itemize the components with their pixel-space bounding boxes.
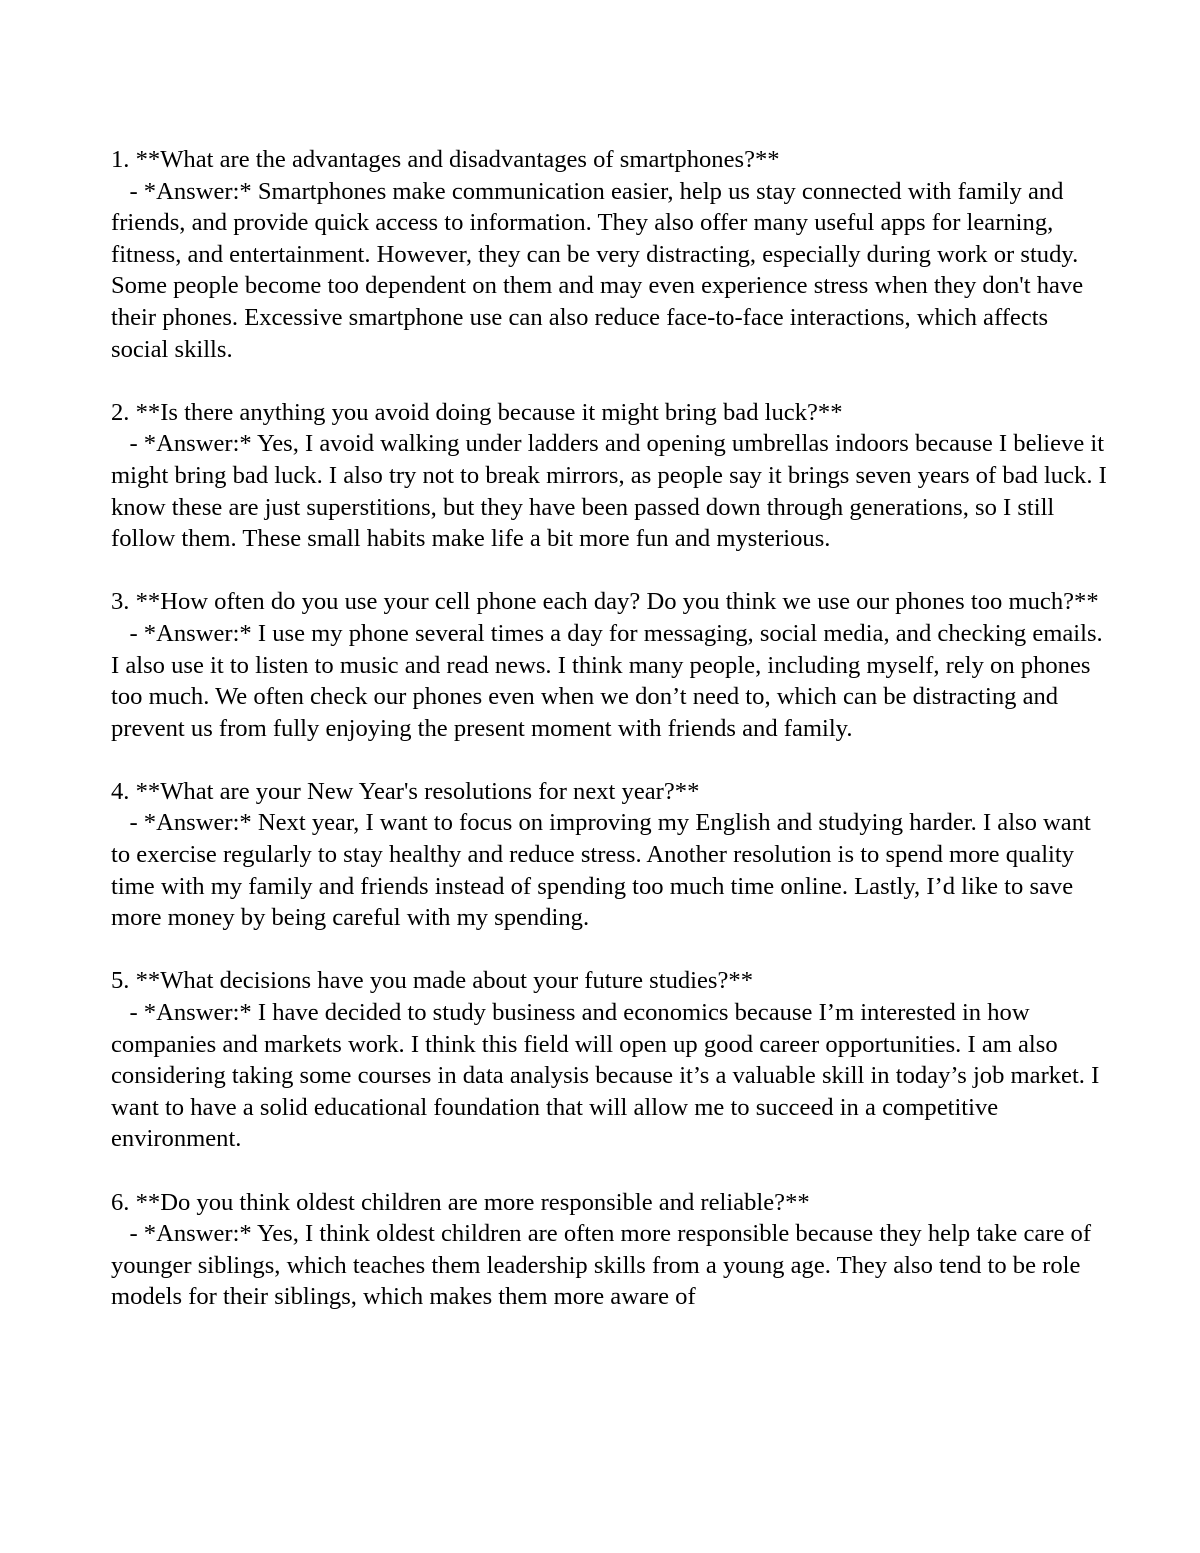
question-2: 2. **Is there anything you avoid doing because it might bring bad luck?** (111, 398, 843, 426)
qa-item-6 (111, 1187, 1111, 1313)
answer-2: - *Answer:* Yes, I avoid walking under ladders and opening umbrellas indoors because I believe it might bring bad luck. I also try not to break mirrors, as people say it brings seven years of bad luck. I know these are just superstitions, but they have been passed down through generations, so I still follow them. These small habits make life a bit more fun and mysterious. (111, 430, 1113, 553)
answer-1: - *Answer:* Smartphones make communication easier, help us stay connected with family and friends, and provide quick access to information. They also offer many useful apps for learning, fitness, and entertainment. However, they can be very distracting, especially during work or study. Some people become too dependent on them and may even experience stress when they don't have their phones. Excessive smartphone use can also reduce face-to-face interactions, which affects social skills. (111, 177, 1090, 363)
question-3: 3. **How often do you use your cell phone each day? Do you think we use our phones too much?** (111, 588, 1099, 616)
question-5: 5. **What decisions have you made about your future studies?** (111, 967, 754, 995)
question-6: 6. **Do you think oldest children are more responsible and reliable?** (111, 1188, 810, 1216)
qa-item-2 (111, 397, 1111, 555)
qa-item-5 (111, 965, 1111, 1155)
answer-4: - *Answer:* Next year, I want to focus on improving my English and studying harder. I also want to exercise regularly to stay healthy and reduce stress. Another resolution is to spend more quality time with my family and friends instead of spending too much time online. Lastly, I’d like to save more money by being careful with my spending. (111, 809, 1098, 932)
answer-6: - *Answer:* Yes, I think oldest children are often more responsible because they help take care of younger siblings, which teaches them leadership skills from a young age. They also tend to be role models for their siblings, which makes them more aware of (111, 1220, 1098, 1311)
answer-5: - *Answer:* I have decided to study business and economics because I’m interested in how companies and markets work. I think this field will open up good career opportunities. I am also considering taking some courses in data analysis because it’s a valuable skill in today’s job market. I want to have a solid educational foundation that will allow me to succeed in a competitive environment. (111, 999, 1106, 1153)
question-1: 1. **What are the advantages and disadvantages of smartphones?** (111, 146, 780, 173)
document-page (111, 144, 1111, 1345)
answer-3: - *Answer:* I use my phone several times a day for messaging, social media, and checking emails. I also use it to listen to music and read news. I think many people, including myself, rely on phones too much. We often check our phones even when we don’t need to, which can be distracting and prevent us from fully enjoying the present moment with friends and family. (111, 619, 1109, 742)
qa-item-3 (111, 586, 1111, 744)
question-4: 4. **What are your New Year's resolutions for next year?** (111, 777, 700, 805)
qa-item-4 (111, 776, 1111, 934)
qa-item-1 (111, 144, 1111, 365)
